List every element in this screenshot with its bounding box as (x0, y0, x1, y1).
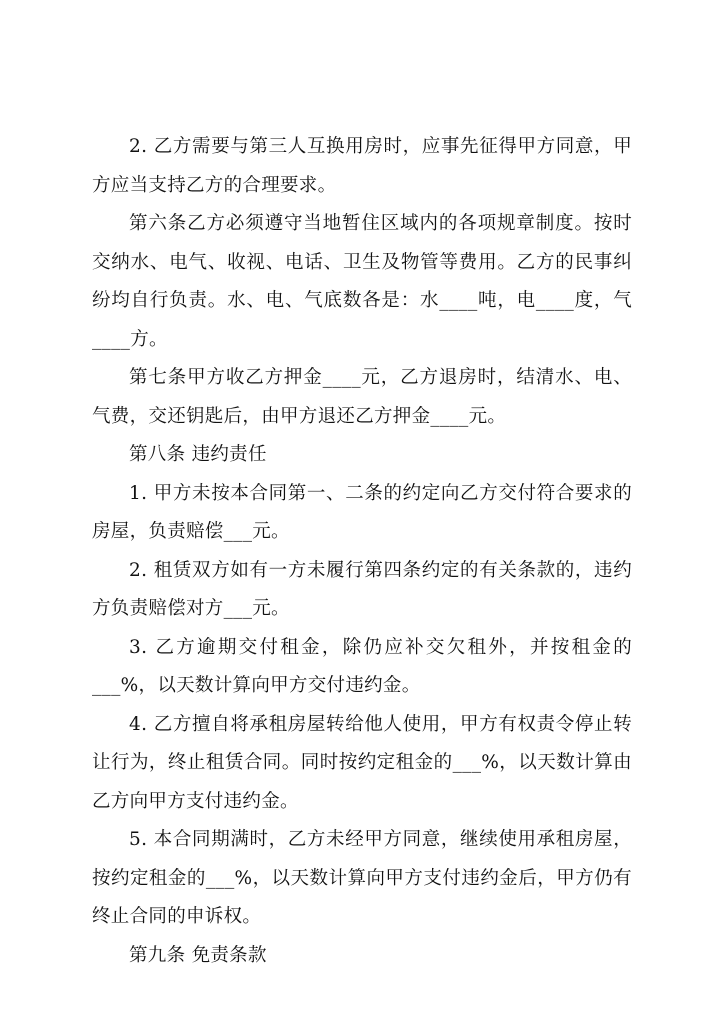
clause-8-heading: 第八条 违约责任 (129, 444, 267, 465)
document-body (92, 128, 632, 975)
clause-8-item-2: 2. 租赁双方如有一方未履行第四条约定的有关条款的，违约方负责赔偿对方___元。 (92, 559, 632, 619)
clause-7: 第七条甲方收乙方押金____元，乙方退房时，结清水、电、气费，交还钥匙后，由甲方退还乙方押金____元。 (92, 367, 632, 427)
clause-8-item-1: 1. 甲方未按本合同第一、二条的约定向乙方交付符合要求的房屋，负责赔偿___元。 (92, 482, 632, 542)
clause-8-item-4: 4. 乙方擅自将承租房屋转给他人使用，甲方有权责令停止转让行为，终止租赁合同。同时按约定租金的___%，以天数计算由乙方向甲方支付违约金。 (92, 713, 632, 812)
clause-8-item-5: 5. 本合同期满时，乙方未经甲方同意，继续使用承租房屋，按约定租金的___%，以天数计算向甲方支付违约金后，甲方仍有终止合同的申诉权。 (92, 829, 632, 927)
clause-5-item-2: 2. 乙方需要与第三人互换用房时，应事先征得甲方同意，甲方应当支持乙方的合理要求。 (92, 136, 632, 196)
clause-9-heading: 第九条 免责条款 (129, 944, 267, 966)
clause-6: 第六条乙方必须遵守当地暂住区域内的各项规章制度。按时交纳水、电气、收视、电话、卫生及物管等费用。乙方的民事纠纷均自行负责。水、电、气底数各是：水____吨，电____度，气____方。 (92, 213, 632, 350)
clause-8-item-3: 3. 乙方逾期交付租金，除仍应补交欠租外，并按租金的___%，以天数计算向甲方交付违约金。 (92, 636, 632, 696)
